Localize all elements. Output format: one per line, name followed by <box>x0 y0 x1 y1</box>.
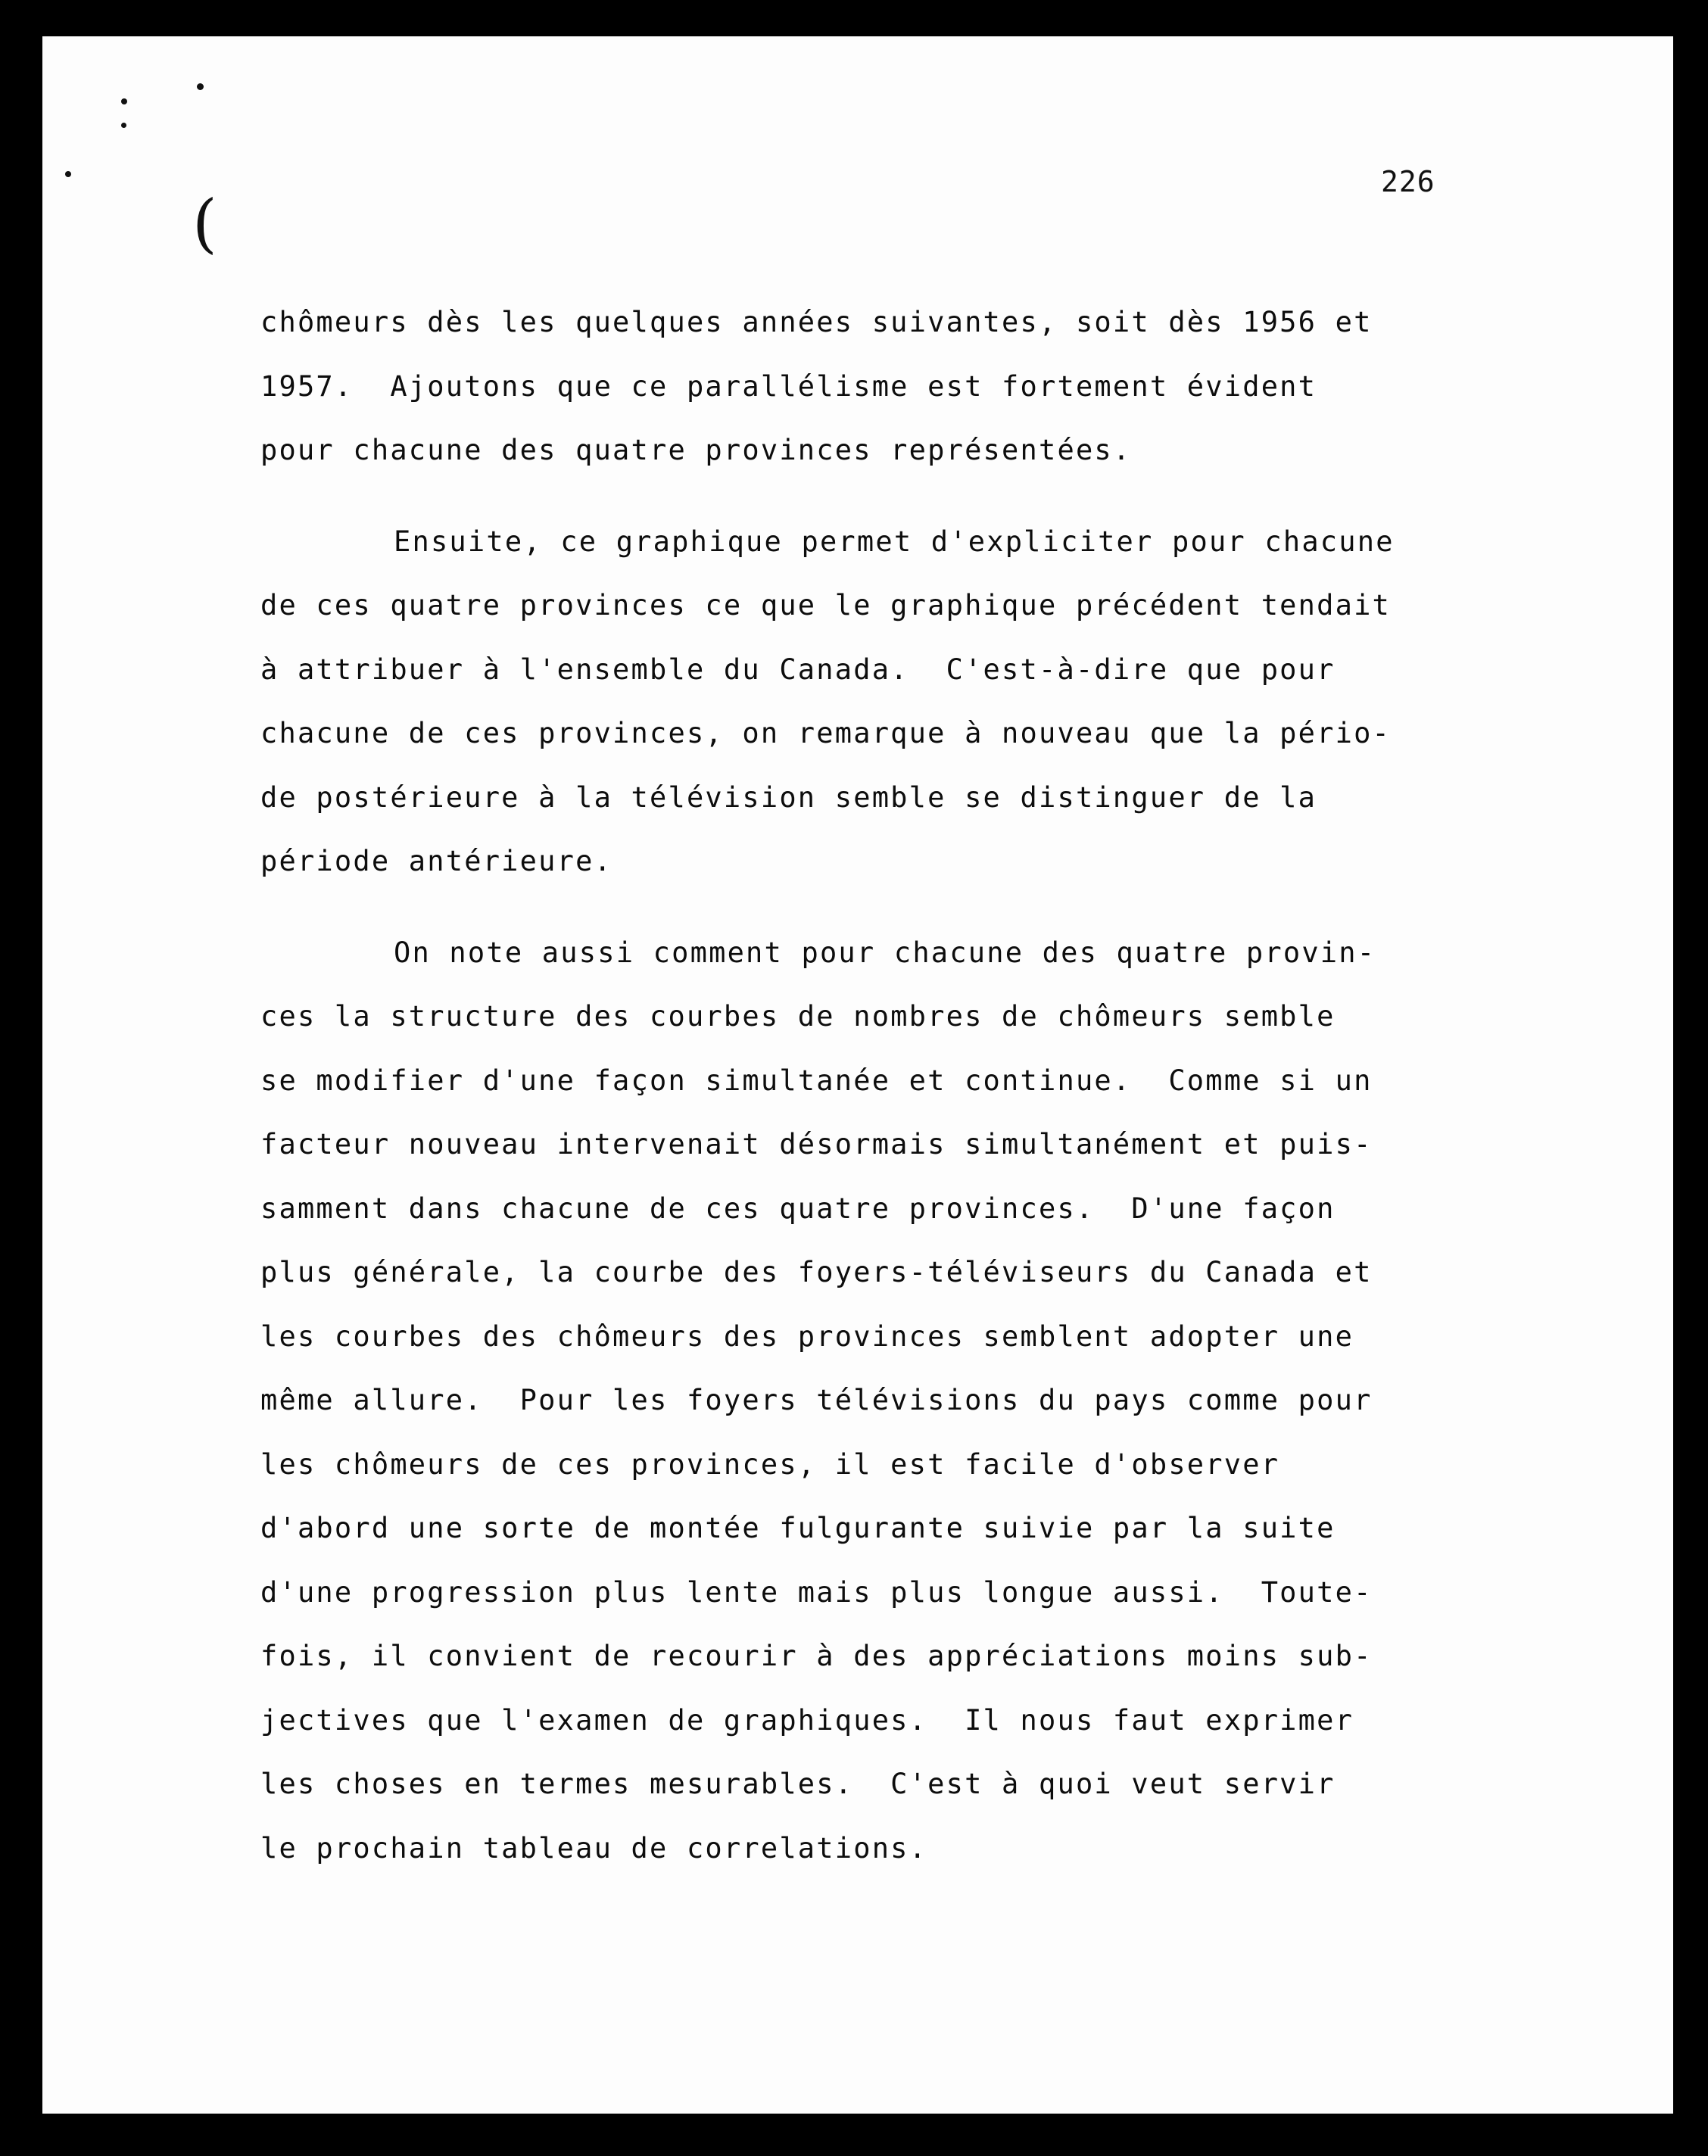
paragraph-gap <box>260 894 1669 921</box>
margin-mark: ( <box>192 186 217 260</box>
text-line: se modifier d'une façon simultanée et continue. Comme si un <box>260 1064 1373 1097</box>
scan-speck <box>65 171 71 177</box>
text-line: plus générale, la courbe des foyers-téléviseurs du Canada et <box>260 1256 1373 1288</box>
text-line: jectives que l'examen de graphiques. Il nous faut exprimer <box>260 1703 1354 1737</box>
paragraph <box>260 921 1669 1881</box>
text-line: les chômeurs de ces provinces, il est facile d'observer <box>260 1447 1280 1481</box>
text-line: ces la structure des courbes de nombres de chômeurs semble <box>260 1000 1336 1033</box>
text-line: à attribuer à l'ensemble du Canada. C'est-à-dire que pour <box>260 653 1336 686</box>
text-line: le prochain tableau de correlations. <box>260 1831 928 1865</box>
text-line: de ces quatre provinces ce que le graphique précédent tendait <box>260 589 1392 622</box>
scan-speck <box>121 98 127 104</box>
scan-speck <box>197 83 204 90</box>
page-number: 226 <box>1381 165 1435 198</box>
text-line: 1957. Ajoutons que ce parallélisme est fortement évident <box>260 369 1317 403</box>
text-line: d'abord une sorte de montée fulgurante suivie par la suite <box>260 1512 1336 1544</box>
document-page <box>42 36 1673 2114</box>
body-text <box>260 291 1669 1880</box>
text-line: d'une progression plus lente mais plus longue aussi. Toute- <box>260 1575 1373 1609</box>
text-line: les choses en termes mesurables. C'est à quoi veut servir <box>260 1768 1336 1800</box>
text-line: Ensuite, ce graphique permet d'expliciter pour chacune <box>394 525 1395 558</box>
paragraph-gap <box>260 483 1669 510</box>
text-line: pour chacune des quatre provinces représentées. <box>260 434 1132 466</box>
scan-speck <box>121 123 126 128</box>
text-line: de postérieure à la télévision semble se distinguer de la <box>260 780 1317 814</box>
text-line: chacune de ces provinces, on remarque à nouveau que la pério- <box>260 717 1392 749</box>
paragraph <box>260 510 1669 894</box>
text-line: les courbes des chômeurs des provinces semblent adopter une <box>260 1319 1354 1353</box>
text-line: facteur nouveau intervenait désormais simultanément et puis- <box>260 1128 1373 1161</box>
text-line: chômeurs dès les quelques années suivantes, soit dès 1956 et <box>260 306 1373 338</box>
text-line: fois, il convient de recourir à des appréciations moins sub- <box>260 1640 1373 1672</box>
paragraph <box>260 291 1669 483</box>
text-line: samment dans chacune de ces quatre provinces. D'une façon <box>260 1192 1336 1225</box>
text-line: même allure. Pour les foyers télévisions du pays comme pour <box>260 1384 1373 1416</box>
text-line: On note aussi comment pour chacune des quatre provin- <box>394 936 1376 969</box>
text-line: période antérieure. <box>260 845 613 877</box>
